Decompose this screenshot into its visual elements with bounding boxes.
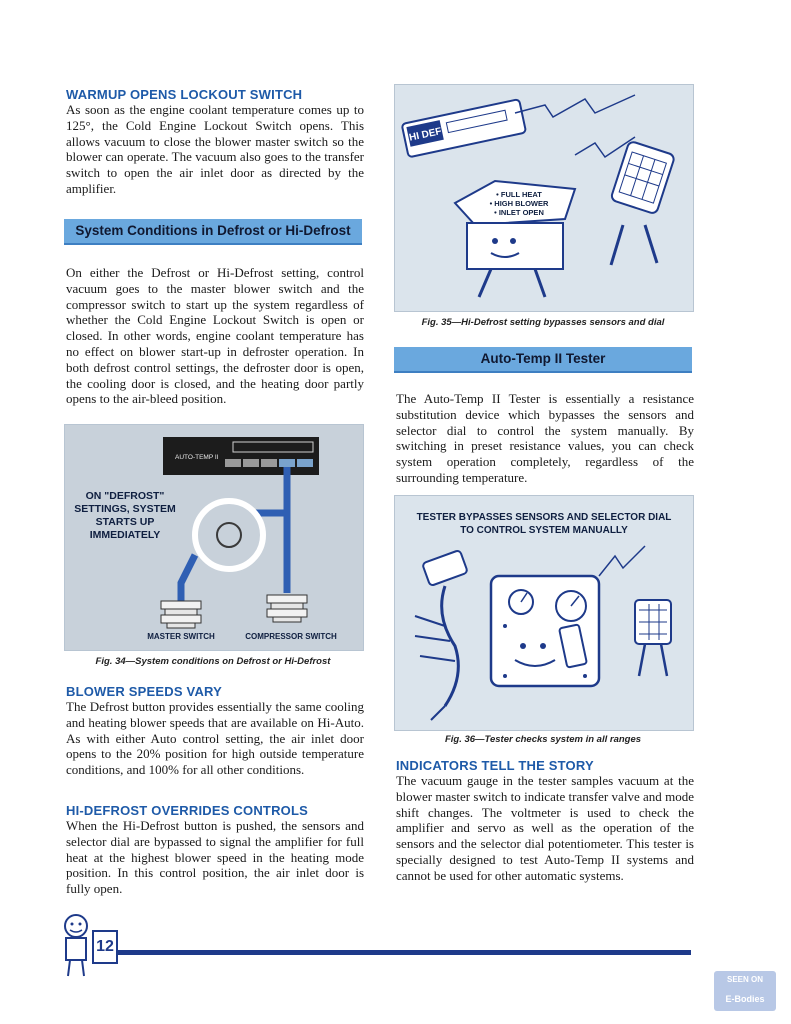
defrost-section-band: System Conditions in Defrost or Hi-Defrost — [64, 219, 362, 245]
indicators-heading: INDICATORS TELL THE STORY — [396, 758, 594, 773]
watermark-line-2: E-Bodies — [725, 994, 765, 1004]
callout-line-4: IMMEDIATELY — [89, 529, 161, 541]
master-switch-shape — [161, 601, 201, 628]
warmup-body: As soon as the engine coolant temperature comes up to 125°, the Cold Engine Lockout Switch opens. This allows vacuum to close the blower master switch so the blower can operate. The vacuum also goes to the transfer switch to open the air inlet door as directed by the amplifier. — [66, 102, 364, 196]
blower-shape — [195, 501, 263, 569]
blower-section — [66, 684, 364, 778]
figure-36 — [394, 495, 694, 731]
left-character-shape — [415, 550, 468, 720]
watermark-line-1: SEEN ON — [726, 975, 763, 984]
defrost-section — [66, 265, 364, 407]
callout-line-1: ON "DEFROST" — [85, 490, 165, 502]
mascot-icon — [56, 912, 96, 978]
warmup-section — [66, 87, 364, 197]
figure-36-caption: Fig. 36—Tester checks system in all ranges — [444, 734, 642, 745]
hidef-label: HI DEF — [408, 126, 443, 144]
callout-line-3: STARTS UP — [95, 516, 155, 528]
right-sensor-shape — [635, 600, 671, 676]
tester-section-band: Auto-Temp II Tester — [394, 347, 692, 373]
callout-line-2: SETTINGS, SYSTEM — [74, 503, 176, 515]
sensor-character-shape — [610, 141, 675, 215]
sign-line-2: • HIGH BLOWER — [489, 199, 549, 208]
master-switch-label: MASTER SWITCH — [147, 632, 215, 641]
hidefrost-section — [66, 803, 364, 897]
fig36-title-line-2: TO CONTROL SYSTEM MANUALLY — [460, 525, 628, 536]
fig36-title-line-1: TESTER BYPASSES SENSORS AND SELECTOR DIAL — [416, 512, 672, 523]
indicators-section — [396, 758, 694, 884]
figure-34-caption: Fig. 34—System conditions on Defrost or Hi-Defrost — [95, 656, 331, 667]
figure-34 — [64, 424, 364, 651]
compressor-switch-label: COMPRESSOR SWITCH — [245, 632, 337, 641]
compressor-switch-shape — [267, 595, 307, 622]
hidefrost-heading: HI-DEFROST OVERRIDES CONTROLS — [66, 803, 308, 818]
panel-label: AUTO-TEMP II — [175, 454, 219, 461]
page-number: 12 — [92, 930, 118, 964]
bottom-rule — [118, 950, 691, 955]
blower-heading: BLOWER SPEEDS VARY — [66, 684, 223, 699]
tester-section — [396, 391, 694, 486]
figure-36-illustration — [395, 496, 693, 730]
defrost-body: On either the Defrost or Hi-Defrost setting, control vacuum goes to the master blower switch and the compressor switch to start up the system regardless of whether the Cold Engine Lockout Switch is open or closed. In other words, engine coolant temperature has no effect on blower start-up in defroster operation. In both defrost control settings, the defroster door is open, the cooling door is closed, and the heating door partly opens to the air-bleed position. — [66, 265, 364, 407]
figure-35-caption: Fig. 35—Hi-Defrost setting bypasses sensors and dial — [421, 317, 665, 328]
warmup-heading: WARMUP OPENS LOCKOUT SWITCH — [66, 87, 303, 102]
figure-35 — [394, 84, 694, 312]
figure-34-illustration — [65, 425, 363, 650]
sign-line-1: • FULL HEAT — [496, 190, 542, 199]
watermark-badge — [714, 971, 776, 1011]
blower-body: The Defrost button provides essentially the same cooling and heating blower speeds that are available on Hi-Auto. As with either Auto control setting, the air inlet door opens to the 20% position for high outside temperature conditions, and 100% for all other conditions. — [66, 699, 364, 778]
sign-line-3: • INLET OPEN — [494, 208, 544, 217]
tester-body: The Auto-Temp II Tester is essentially a resistance substitution device which bypasses the sensors and selector dial to control the system manually. By switching in preset resistance values, you can check system operation completely, regardless of the surrounding temperature. — [396, 391, 694, 485]
figure-35-illustration — [395, 85, 693, 311]
tester-box-shape — [491, 576, 599, 686]
indicators-body: The vacuum gauge in the tester samples vacuum at the blower master switch to indicate transfer valve and mode shift changes. The voltmeter is used to check the amplifier and servo as well as the operation of the sensors and the selector dial potentiometer. This tester is specially designed to test Auto-Temp II systems and cannot be used for other automatic systems. — [396, 773, 694, 883]
hidefrost-body: When the Hi-Defrost button is pushed, the sensors and selector dial are bypassed to signal the amplifier for full heat at the highest blower speed in the heating mode position. In this control position, the air inlet door is fully open. — [66, 818, 364, 897]
